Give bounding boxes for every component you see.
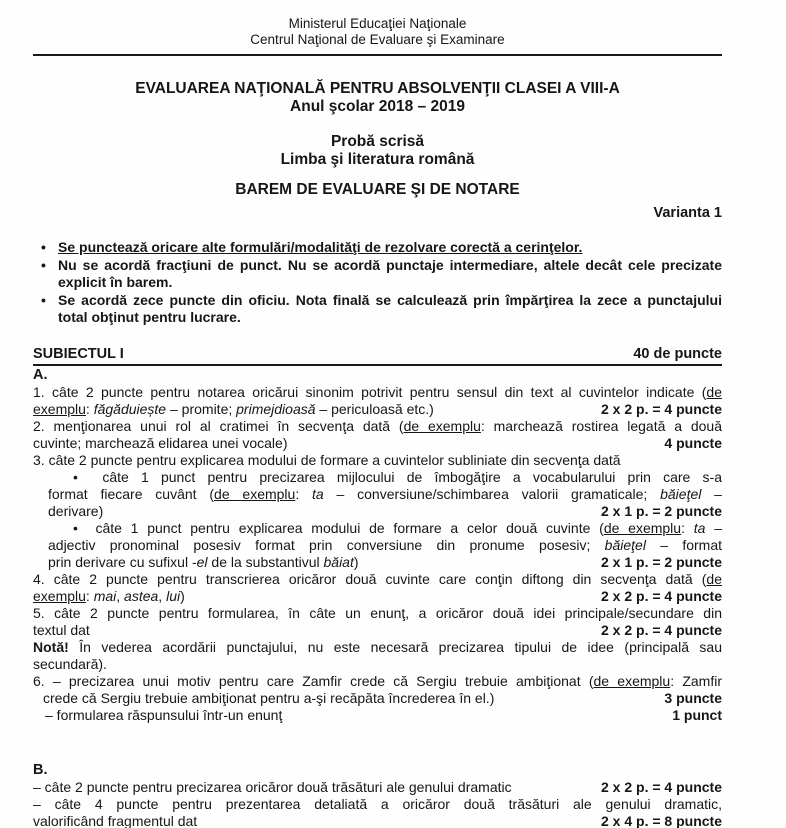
points-value: 3 puncte [664, 689, 722, 706]
text-segment: 3. câte 2 puncte pentru explicarea modului de formare a cuvintelor subliniate din secvenţa dată [33, 451, 621, 468]
points-value: 2 x 2 p. = 4 puncte [601, 621, 722, 638]
bullet-icon: • [41, 291, 46, 308]
title-block [33, 80, 722, 222]
text-line [33, 673, 722, 690]
test-type: Probă scrisă [330, 133, 425, 150]
text-segment: – conversiune/schimbarea valorii gramaticale; [323, 485, 661, 502]
text-line [33, 435, 722, 452]
header-divider [33, 54, 722, 56]
line-text [33, 605, 722, 621]
bullet-icon: • [41, 256, 46, 273]
section-b-label: B. [33, 761, 48, 778]
subject1-heading [33, 346, 722, 366]
line-text [48, 554, 359, 571]
text-segment: – promite; [166, 400, 237, 417]
line-text [73, 520, 722, 536]
rule-item [33, 239, 722, 257]
line-text [33, 435, 287, 452]
exam-title: EVALUAREA NAŢIONALĂ PENTRU ABSOLVENŢII CLASEI A VIII-A [135, 80, 620, 97]
points-value: 2 x 2 p. = 4 puncte [601, 778, 722, 795]
points-value: 2 x 1 p. = 2 puncte [601, 553, 722, 570]
text-segment: băieţel [604, 536, 646, 553]
text-segment: de [706, 383, 722, 400]
text-segment: – [705, 519, 722, 536]
line-text [73, 469, 722, 485]
text-segment: cuvinte; marchează elidarea unei vocale) [33, 434, 288, 451]
line-text [33, 779, 512, 796]
text-segment: lui [166, 587, 181, 604]
line-text [33, 401, 434, 418]
text-segment: valorificând fragmentul dat [33, 812, 198, 828]
text-line [33, 690, 722, 707]
text-segment: – câte 4 puncte pentru prezentarea detaliată a oricăror două trăsături ale genului dramatic, [33, 795, 722, 812]
org-name-line1: Ministerul Educaţiei Naţionale [288, 16, 467, 31]
text-segment: Notă! [33, 638, 69, 655]
line-text [43, 690, 494, 707]
text-segment: – format [645, 536, 722, 553]
text-segment: de exemplu [403, 417, 481, 434]
subject1-points: 40 de puncte [633, 345, 722, 362]
text-segment: – formularea răspunsului într-un enunţ [45, 706, 283, 723]
text-segment: băieţel [660, 485, 702, 502]
text-segment: derivare) [48, 502, 104, 519]
text-segment: 5. câte 2 puncte pentru formularea, în câte un enunţ, a oricăror două idei principale/secundare din [33, 604, 722, 621]
line-text [33, 673, 722, 689]
text-segment: 6. – precizarea unui motiv pentru care Zamfir crede că Sergiu trebuie ambiţionat ( [33, 672, 594, 689]
line-text [33, 418, 722, 434]
text-line [33, 469, 722, 486]
text-segment: exemplu [33, 587, 86, 604]
text-segment: Nu se acordă fracţiuni de punct. Nu se acordă punctaje intermediare, altele decât cele precizate explicit în barem. [58, 256, 722, 290]
text-segment: În vederea acordării punctajului, nu este necesară precizarea tipului de idee (principală sau [68, 638, 722, 655]
text-line [33, 486, 722, 503]
text-segment: ) [353, 553, 359, 570]
text-line [33, 605, 722, 622]
points-value: 2 x 2 p. = 4 puncte [601, 400, 722, 417]
text-segment: , [116, 587, 125, 604]
text-segment: exemplu [33, 400, 86, 417]
section-a [33, 367, 722, 724]
text-segment: secundară). [33, 655, 107, 672]
text-segment: – câte 2 puncte pentru precizarea oricăror două trăsături ale genului dramatic [33, 778, 512, 795]
text-segment: primejdioasă [236, 400, 316, 417]
line-text [33, 588, 185, 605]
points-value: 2 x 2 p. = 4 puncte [601, 587, 722, 604]
text-segment: : [295, 485, 313, 502]
text-segment: : [681, 519, 694, 536]
text-segment: 1. câte 2 puncte pentru notarea oricărui sinonim potrivit pentru sensul din text al cuvintelor indicate ( [33, 383, 707, 400]
line-text [48, 537, 722, 553]
bullet-icon: • [41, 239, 46, 255]
subject-name: Limba şi literatura română [280, 151, 475, 168]
text-segment: de [706, 570, 722, 587]
line-text [33, 571, 722, 587]
variant-label: Varianta 1 [653, 205, 722, 221]
text-segment: : [85, 400, 94, 417]
text-line [33, 622, 722, 639]
line-text [33, 656, 107, 672]
text-segment: 4. câte 2 puncte pentru transcrierea oricăror două cuvinte care conţin diftong din secvenţa dată ( [33, 570, 707, 587]
text-segment: format fiecare cuvânt ( [48, 485, 215, 502]
text-line [33, 401, 722, 418]
line-text [33, 639, 722, 655]
line-text [33, 813, 197, 828]
line-text [48, 503, 103, 520]
text-segment: Se punctează oricare alte formulări/modalităţi de rezolvare corectă a cerinţelor. [58, 239, 583, 255]
text-line [33, 571, 722, 588]
rule-item [33, 292, 722, 327]
text-segment: de la substantivul [207, 553, 324, 570]
text-segment: astea [124, 587, 159, 604]
text-line [33, 418, 722, 435]
text-line [33, 656, 722, 673]
subject1-title: SUBIECTUL I [33, 345, 124, 362]
text-line [33, 554, 722, 571]
text-segment: , [158, 587, 167, 604]
text-segment: – periculoasă etc.) [315, 400, 434, 417]
line-text [48, 486, 722, 502]
text-line [33, 639, 722, 656]
text-segment: făgăduiește [93, 400, 167, 417]
text-segment: Se acordă zece puncte din oficiu. Nota finală se calculează prin împărţirea la zece a punctajului total obţinut pentru lucrare. [58, 291, 722, 325]
line-text [33, 384, 722, 400]
school-year: Anul şcolar 2018 – 2019 [290, 98, 465, 115]
section-a-label: A. [33, 366, 48, 383]
text-segment: : [85, 587, 94, 604]
section-b [33, 762, 722, 828]
line-text [33, 622, 90, 639]
text-segment: mai [93, 587, 117, 604]
section-b-lines [33, 779, 722, 828]
text-segment: • câte 1 punct pentru explicarea modului de formare a celor două cuvinte ( [73, 519, 604, 536]
text-segment: prin derivare cu sufixul - [48, 553, 197, 570]
text-line [33, 537, 722, 554]
text-segment: băiat [323, 553, 354, 570]
text-line [33, 813, 722, 828]
text-line [33, 452, 722, 469]
text-segment: • câte 1 punct pentru precizarea mijlocului de îmbogăţire a vocabularului prin care s-a [73, 468, 722, 485]
general-rules [33, 239, 722, 327]
text-segment: ta [312, 485, 324, 502]
points-value: 2 x 1 p. = 2 puncte [601, 502, 722, 519]
points-value: 1 punct [672, 706, 722, 723]
text-segment: ) [180, 587, 185, 604]
text-segment: de exemplu [214, 485, 296, 502]
text-segment: crede că Sergiu trebuie ambiţionat pentru a-şi recăpăta încrederea în el.) [43, 689, 495, 706]
text-line [33, 384, 722, 401]
text-line [33, 707, 722, 724]
text-segment: de exemplu [603, 519, 682, 536]
text-segment: ta [693, 519, 706, 536]
text-segment: : marchează rostirea legată a două [480, 417, 722, 434]
document-type: BAREM DE EVALUARE ŞI DE NOTARE [235, 181, 520, 198]
text-line [33, 520, 722, 537]
section-a-lines [33, 384, 722, 724]
text-line [33, 796, 722, 813]
text-segment: textul dat [33, 621, 90, 638]
text-segment: el [196, 553, 208, 570]
line-text [45, 707, 282, 724]
text-segment: de exemplu [593, 672, 671, 689]
points-value: 4 puncte [664, 434, 722, 451]
text-line [33, 779, 722, 796]
line-text [33, 796, 722, 812]
text-segment: : Zamfir [670, 672, 722, 689]
points-value: 2 x 4 p. = 8 puncte [601, 812, 722, 828]
rule-item [33, 257, 722, 292]
org-name-line2: Centrul Naţional de Evaluare şi Examinare [250, 32, 505, 47]
text-segment: – [701, 485, 722, 502]
line-text [33, 452, 621, 468]
ministry-header [33, 16, 722, 56]
text-segment: adjectiv pronominal posesiv format prin conversiune din pronume posesiv; [48, 536, 605, 553]
text-line [33, 588, 722, 605]
text-line [33, 503, 722, 520]
text-segment: 2. menţionarea unui rol al cratimei în secvenţa dată ( [33, 417, 404, 434]
